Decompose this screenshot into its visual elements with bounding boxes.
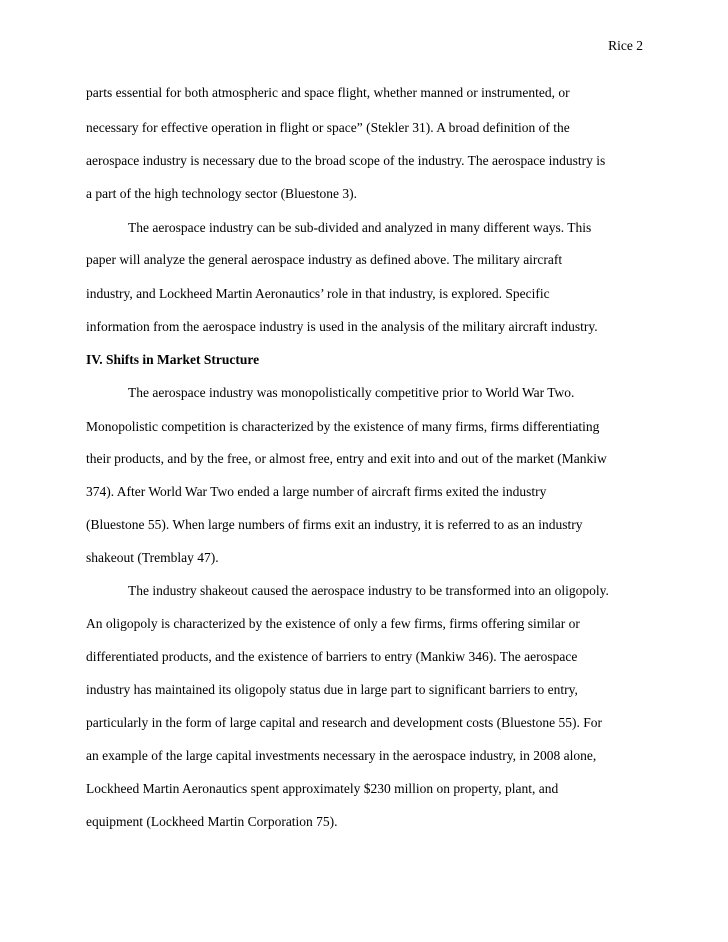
- text-line: an example of the large capital investments necessary in the aerospace industry, in 2008 alone,: [86, 748, 597, 763]
- text-line: industry has maintained its oligopoly status due in large part to significant barriers to entry,: [86, 682, 578, 697]
- text-line: differentiated products, and the existence of barriers to entry (Mankiw 346). The aerospace: [86, 649, 578, 664]
- text-line: The aerospace industry can be sub-divided and analyzed in many different ways. This: [128, 220, 592, 235]
- text-line: industry, and Lockheed Martin Aeronautics’ role in that industry, is explored. Specific: [86, 286, 550, 301]
- text-line: Lockheed Martin Aeronautics spent approximately $230 million on property, plant, and: [86, 781, 559, 796]
- text-line: parts essential for both atmospheric and space flight, whether manned or instrumented, or: [86, 85, 570, 100]
- text-line: (Bluestone 55). When large numbers of firms exit an industry, it is referred to as an industry: [86, 517, 583, 532]
- text-line: a part of the high technology sector (Bluestone 3).: [86, 186, 358, 201]
- text-line: equipment (Lockheed Martin Corporation 75).: [86, 814, 338, 829]
- text-line: aerospace industry is necessary due to the broad scope of the industry. The aerospace industry is: [86, 153, 606, 168]
- text-line: shakeout (Tremblay 47).: [86, 550, 219, 565]
- text-line: The industry shakeout caused the aerospace industry to be transformed into an oligopoly.: [128, 583, 609, 598]
- section-heading: IV. Shifts in Market Structure: [86, 352, 260, 367]
- text-line: their products, and by the free, or almost free, entry and exit into and out of the market (Mankiw: [86, 451, 607, 466]
- text-line: An oligopoly is characterized by the existence of only a few firms, firms offering similar or: [86, 616, 580, 631]
- text-line: paper will analyze the general aerospace industry as defined above. The military aircraft: [86, 252, 563, 267]
- text-line: Monopolistic competition is characterized by the existence of many firms, firms differentiating: [86, 419, 600, 434]
- text-line: particularly in the form of large capital and research and development costs (Bluestone 55). For: [86, 715, 602, 730]
- running-head: Rice 2: [608, 38, 643, 53]
- text-line: The aerospace industry was monopolistically competitive prior to World War Two.: [128, 385, 575, 400]
- text-line: information from the aerospace industry is used in the analysis of the military aircraft industry.: [86, 319, 598, 334]
- text-line: necessary for effective operation in flight or space” (Stekler 31). A broad definition of the: [86, 120, 570, 135]
- text-line: 374). After World War Two ended a large number of aircraft firms exited the industry: [86, 484, 547, 499]
